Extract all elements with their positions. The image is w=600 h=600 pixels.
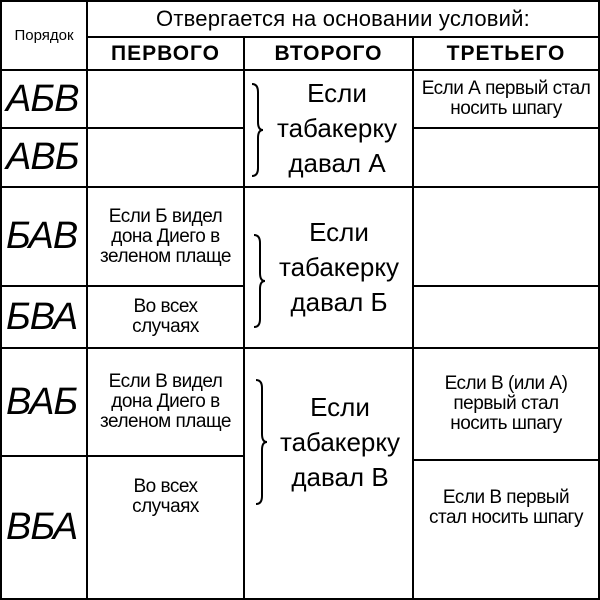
first-condition: Если В видел дона Диего в зеленом плаще bbox=[100, 371, 231, 432]
order-cell: АВБ bbox=[6, 136, 79, 178]
col-second-header: ВТОРОГО bbox=[274, 41, 383, 65]
second-condition: Если табакерку давал В bbox=[279, 391, 401, 492]
third-condition: Если В первый стал носить шпагу bbox=[428, 487, 583, 528]
first-condition: Во всех случаях bbox=[132, 296, 199, 337]
col-third-header: ТРЕТЬЕГО bbox=[446, 41, 566, 65]
order-cell: БАВ bbox=[6, 215, 78, 257]
rejected-header: Отвергается на основании условий: bbox=[156, 6, 530, 31]
order-cell: БВА bbox=[6, 295, 78, 338]
order-cell: ВАБ bbox=[6, 380, 78, 423]
brace-icon bbox=[252, 378, 268, 506]
second-condition: Если табакерку давал Б bbox=[278, 217, 400, 317]
third-condition: Если В (или А) первый стал носить шпагу bbox=[444, 373, 568, 434]
col1-line bbox=[243, 36, 245, 600]
order-cell: ВБА bbox=[6, 506, 78, 548]
first-condition: Во всех случаях bbox=[132, 476, 199, 517]
first-condition: Если Б видел дона Диего в зеленом плаще bbox=[100, 205, 231, 267]
brace-icon bbox=[250, 233, 266, 329]
order-cell: АБВ bbox=[6, 77, 79, 120]
second-condition: Если табакерку давал А bbox=[276, 78, 398, 178]
row-sep-1b bbox=[412, 127, 600, 129]
row-sep-3b bbox=[412, 285, 600, 287]
col-first-header: ПЕРВОГО bbox=[110, 41, 221, 65]
order-header: Порядок bbox=[14, 27, 74, 44]
third-condition: Если А первый стал носить шпагу bbox=[421, 78, 591, 119]
